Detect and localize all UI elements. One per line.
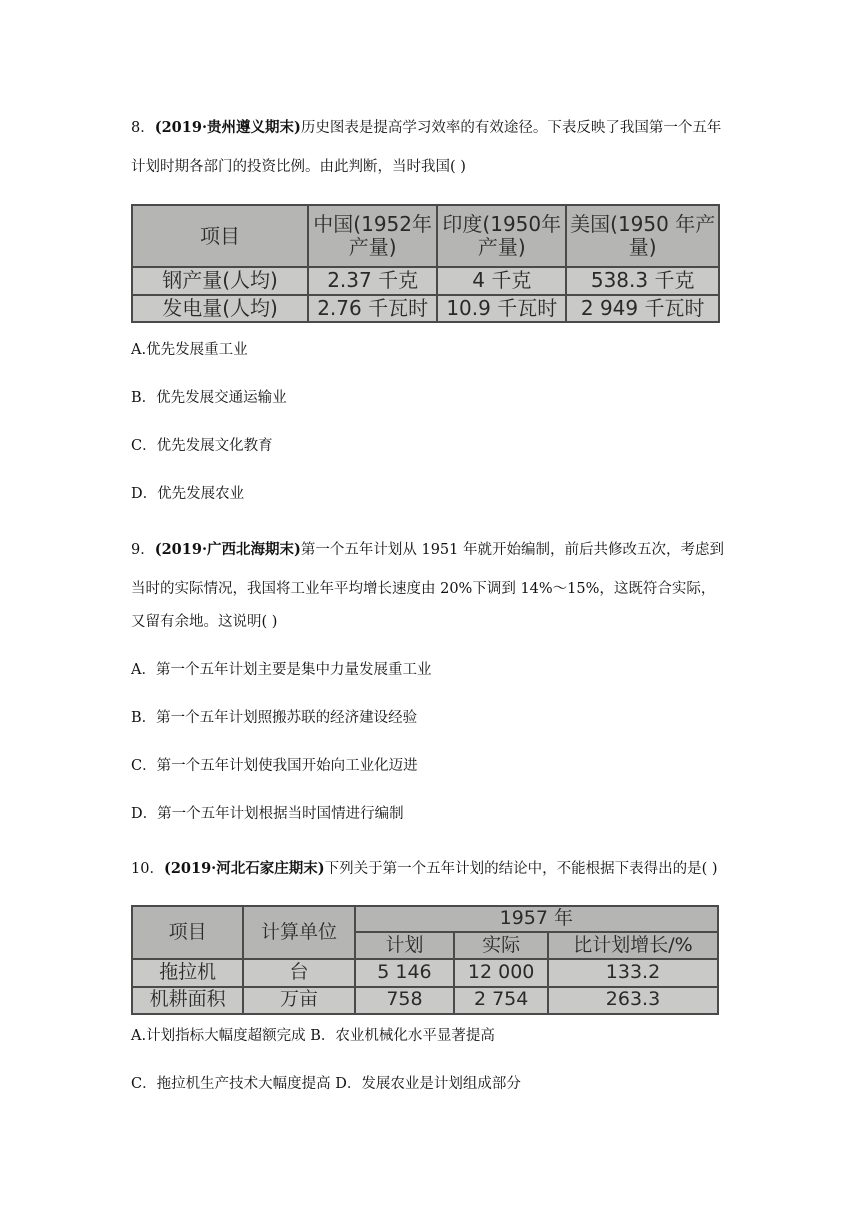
table-cell: 2.76 千瓦时 [308,295,437,323]
question-8-stem-1: 历史图表是提高学习效率的有效途径。下表反映了我国第一个五年 [300,120,722,136]
question-10-source: (2019·河北石家庄期末) [163,860,325,877]
question-8-number: 8． [131,120,155,136]
question-9-number: 9． [131,542,155,558]
table-cell: 机耕面积 [132,987,243,1015]
table-cell: 12 000 [454,959,548,987]
table-cell: 758 [355,987,455,1015]
table-cell: 5 146 [355,959,455,987]
table-header-cell: 项目 [132,205,308,267]
table-cell: 万亩 [243,987,354,1015]
table-cell: 2 949 千瓦时 [566,295,719,323]
table-cell: 台 [243,959,354,987]
question-9-option-b[interactable]: B．第一个五年计划照搬苏联的经济建设经验 [131,710,418,726]
question-10-line-1 [131,860,718,878]
table-cell: 133.2 [548,959,718,987]
table-cell: 2 754 [454,987,548,1015]
question-9-option-a[interactable]: A．第一个五年计划主要是集中力量发展重工业 [131,662,432,678]
table-row [132,959,718,987]
table-header-cell: 项目 [132,906,243,959]
table-cell: 263.3 [548,987,718,1015]
table-cell: 拖拉机 [132,959,243,987]
question-8-stem-2: 计划时期各部门的投资比例。由此判断，当时我国( ) [131,159,466,175]
question-10-number: 10． [131,861,164,877]
question-8-option-b[interactable]: B．优先发展交通运输业 [131,390,287,406]
table-header-cell: 比计划增长/% [548,932,718,959]
table-header-cell: 计算单位 [243,906,354,959]
question-10-table [131,905,719,1015]
question-9-source: (2019·广西北海期末) [154,541,301,558]
table-header-cell: 1957 年 [355,906,718,932]
question-8-line-1 [131,119,721,137]
question-8-source: (2019·贵州遵义期末) [154,119,301,136]
table-header-cell: 美国(1950 年产量) [566,205,719,267]
question-8-table [131,204,720,323]
table-header-cell: 印度(1950年产量) [437,205,566,267]
question-9-stem-2: 当时的实际情况，我国将工业年平均增长速度由 20%下调到 14%～15%，这既符合实际， [131,581,716,597]
table-row [132,267,719,295]
question-8-option-c[interactable]: C．优先发展文化教育 [131,438,273,454]
question-9-option-d[interactable]: D．第一个五年计划根据当时国情进行编制 [131,806,404,822]
question-10-stem-1: 下列关于第一个五年计划的结论中，不能根据下表得出的是( ) [324,861,718,877]
table-header-cell: 计划 [355,932,455,959]
question-9-line-1 [131,541,724,559]
table-header-cell: 实际 [454,932,548,959]
question-10-options-line-2[interactable]: C．拖拉机生产技术大幅度提高 D．发展农业是计划组成部分 [131,1076,521,1092]
question-10-options-line-1[interactable]: A.计划指标大幅度超额完成 B．农业机械化水平显著提高 [131,1028,495,1044]
question-8-table-image [131,204,720,323]
question-9-stem-1: 第一个五年计划从 1951 年就开始编制，前后共修改五次，考虑到 [300,542,724,558]
question-9-stem-3: 又留有余地。这说明( ) [131,614,278,630]
table-cell: 538.3 千克 [566,267,719,295]
table-row [132,295,719,323]
table-cell: 钢产量(人均) [132,267,308,295]
question-8-option-d[interactable]: D．优先发展农业 [131,486,245,502]
table-cell: 2.37 千克 [308,267,437,295]
question-10-table-image [131,905,719,1015]
table-header-cell: 中国(1952年产量) [308,205,437,267]
table-cell: 发电量(人均) [132,295,308,323]
table-cell: 4 千克 [437,267,566,295]
question-9-option-c[interactable]: C．第一个五年计划使我国开始向工业化迈进 [131,758,418,774]
question-8-option-a[interactable]: A.优先发展重工业 [131,342,248,358]
table-cell: 10.9 千瓦时 [437,295,566,323]
table-row [132,987,718,1015]
